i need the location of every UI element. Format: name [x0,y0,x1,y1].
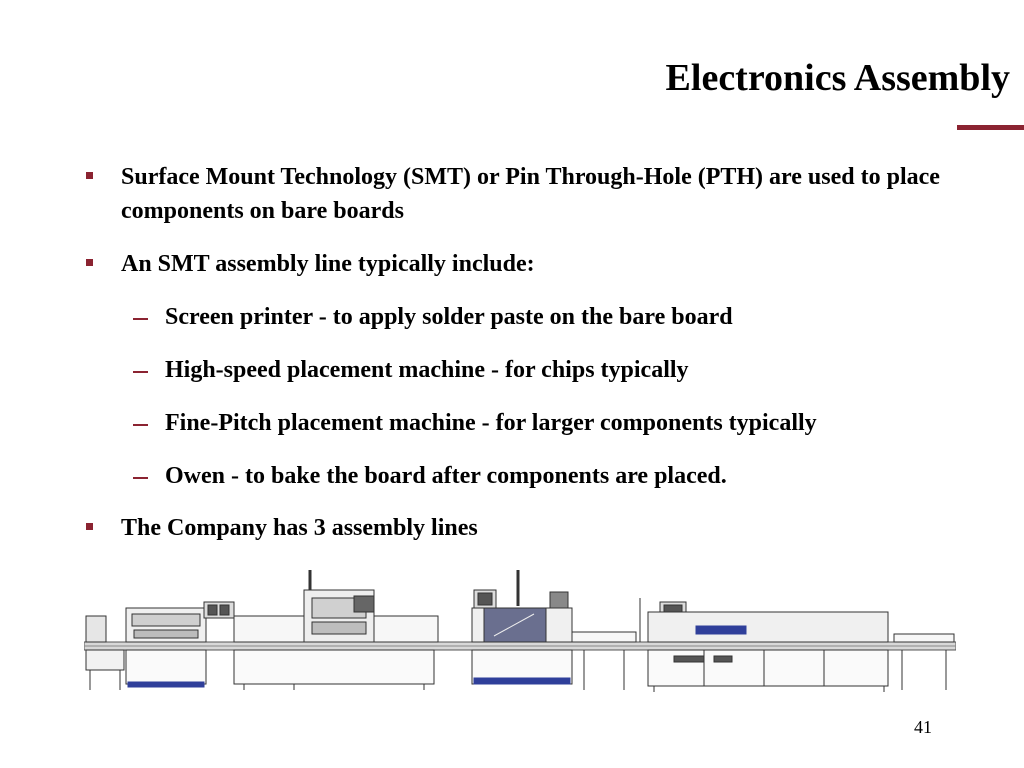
square-bullet-icon [86,172,93,179]
bullet-text: An SMT assembly line typically include: [121,251,535,277]
dash-bullet-icon [133,477,148,479]
bullet-text: The Company has 3 assembly lines [121,515,478,541]
sub-bullet-high-speed [165,353,965,387]
bullet-text: Surface Mount Technology (SMT) or Pin Through-Hole (PTH) are used to place components on bare boards [121,164,940,224]
square-bullet-icon [86,523,93,530]
sub-bullet-text: Owen - to bake the board after components are placed. [165,463,727,489]
sub-bullet-text: High-speed placement machine - for chips typically [165,357,689,383]
dash-bullet-icon [133,371,148,373]
page-number: 41 [914,717,932,737]
sub-bullet-text: Screen printer - to apply solder paste on the bare board [165,304,733,330]
bullet-assembly-lines [121,511,961,545]
bullet-smt-line [121,247,961,281]
slide-title: Electronics Assembly [665,57,1010,99]
sub-bullet-fine-pitch [165,406,965,440]
square-bullet-icon [86,259,93,266]
fine-pitch-placement-machine-icon [472,570,572,684]
sub-bullet-owen [165,459,965,493]
dash-bullet-icon [133,424,148,426]
title-divider [957,125,1024,130]
sub-bullet-screen-printer [165,300,965,334]
sub-bullet-text: Fine-Pitch placement machine - for larger components typically [165,410,817,436]
bullet-smt-pth [121,160,961,228]
smt-assembly-line-illustration-icon [84,566,956,696]
dash-bullet-icon [133,318,148,320]
board-loader-icon [86,616,124,690]
board-unloader-icon [894,634,954,690]
